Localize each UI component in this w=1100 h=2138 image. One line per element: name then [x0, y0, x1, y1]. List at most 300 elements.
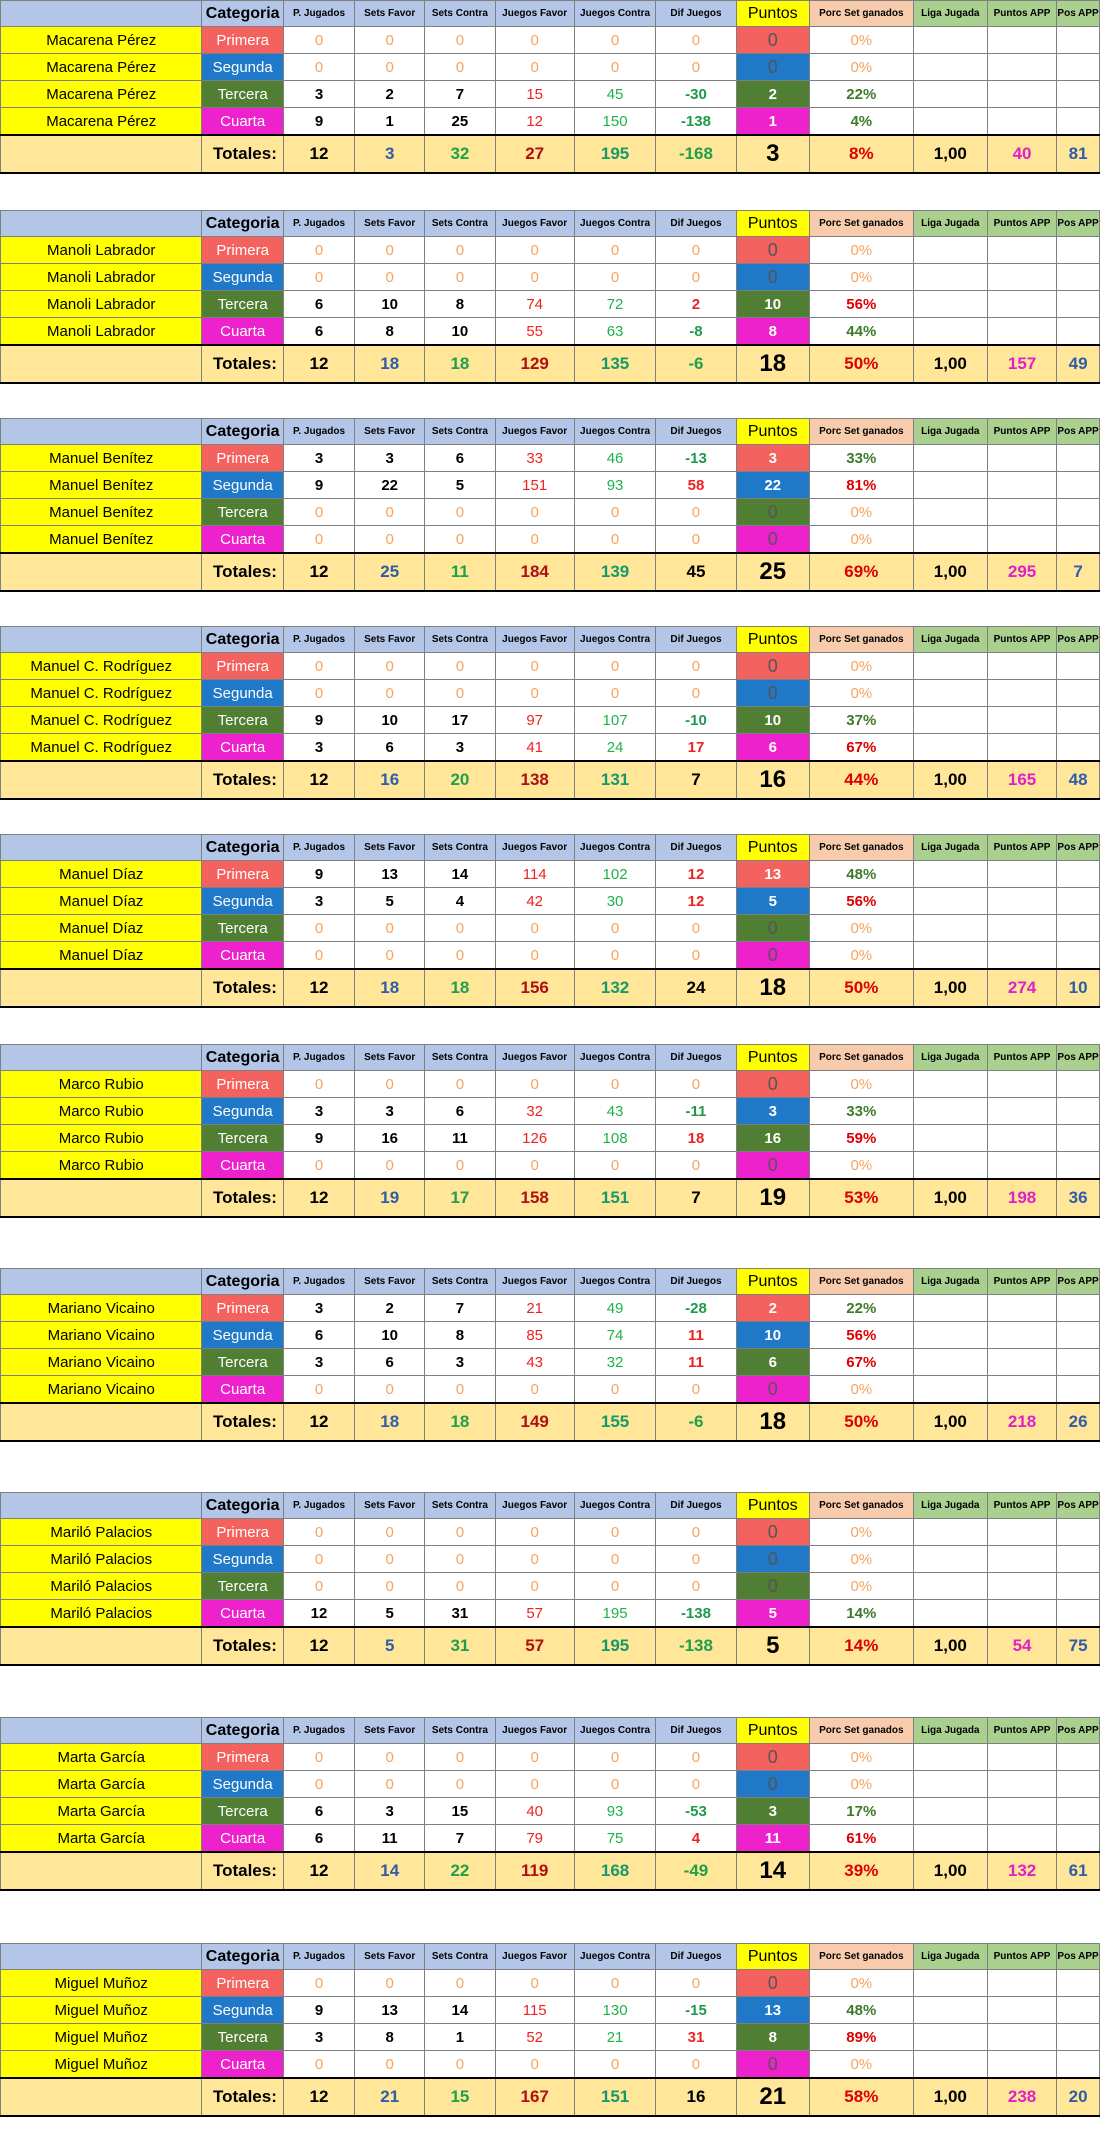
category-label: Primera — [202, 1295, 283, 1322]
puntos-cell: 5 — [736, 888, 809, 915]
juegos-favor-cell: 0 — [495, 942, 574, 970]
table-row — [1, 1071, 1100, 1098]
porc-sets-cell: 56% — [809, 1322, 913, 1349]
sets-favor-cell: 16 — [355, 1125, 425, 1152]
header-porc: Porc Set ganados — [809, 419, 913, 445]
empty-cell — [987, 499, 1056, 526]
header-liga: Liga Jugada — [913, 1944, 987, 1970]
player-name: Manuel Benítez — [1, 499, 202, 526]
table-row — [1, 291, 1100, 318]
p-jugados-cell: 0 — [283, 1071, 354, 1098]
total-dif-juegos: -6 — [656, 345, 736, 383]
header-puntos: Puntos — [736, 1718, 809, 1744]
empty-cell — [987, 318, 1056, 346]
empty-cell — [987, 1071, 1056, 1098]
puntos-app: 132 — [987, 1852, 1056, 1890]
category-label: Tercera — [202, 291, 283, 318]
header-liga: Liga Jugada — [913, 1, 987, 27]
sets-contra-cell: 0 — [425, 526, 495, 554]
category-label: Cuarta — [202, 108, 283, 136]
porc-sets-cell: 0% — [809, 2051, 913, 2079]
sets-contra-cell: 11 — [425, 1125, 495, 1152]
header-categoria: Categoria — [202, 1718, 283, 1744]
header-row — [1, 1718, 1100, 1744]
empty-cell — [1057, 81, 1100, 108]
player-name: Manuel C. Rodríguez — [1, 707, 202, 734]
empty-cell — [1057, 264, 1100, 291]
total-sets-contra: 15 — [425, 2078, 495, 2116]
puntos-cell: 0 — [736, 653, 809, 680]
table-row — [1, 1997, 1100, 2024]
header-juegos-favor: Juegos Favor — [495, 627, 574, 653]
porc-sets-cell: 67% — [809, 734, 913, 762]
sets-contra-cell: 14 — [425, 861, 495, 888]
empty-cell — [1057, 1125, 1100, 1152]
puntos-cell: 0 — [736, 526, 809, 554]
porc-sets-cell: 56% — [809, 888, 913, 915]
puntos-app: 238 — [987, 2078, 1056, 2116]
header-puntos-app: Puntos APP — [987, 1045, 1056, 1071]
player-name: Manuel Díaz — [1, 888, 202, 915]
category-label: Primera — [202, 1744, 283, 1771]
juegos-favor-cell: 33 — [495, 445, 574, 472]
empty-cell — [1057, 318, 1100, 346]
header-puntos-app: Puntos APP — [987, 1944, 1056, 1970]
player-name: Mariano Vicaino — [1, 1295, 202, 1322]
empty-cell — [987, 707, 1056, 734]
puntos-cell: 22 — [736, 472, 809, 499]
porc-sets-cell: 0% — [809, 1771, 913, 1798]
total-juegos-contra: 131 — [574, 761, 655, 799]
header-sets-favor: Sets Favor — [355, 1718, 425, 1744]
sets-favor-cell: 0 — [355, 942, 425, 970]
empty-cell — [987, 1997, 1056, 2024]
puntos-cell: 0 — [736, 1376, 809, 1404]
juegos-contra-cell: 74 — [574, 1322, 655, 1349]
table-row — [1, 1098, 1100, 1125]
totals-label: Totales: — [202, 553, 283, 591]
juegos-favor-cell: 0 — [495, 1519, 574, 1546]
juegos-contra-cell: 108 — [574, 1125, 655, 1152]
porc-sets-cell: 59% — [809, 1125, 913, 1152]
porc-sets-cell: 44% — [809, 318, 913, 346]
total-p-jugados: 12 — [283, 553, 354, 591]
sets-contra-cell: 0 — [425, 1519, 495, 1546]
empty-cell — [913, 472, 987, 499]
header-sets-favor: Sets Favor — [355, 1269, 425, 1295]
player-name: Manuel Díaz — [1, 915, 202, 942]
empty-cell — [1057, 1152, 1100, 1180]
sets-favor-cell: 1 — [355, 108, 425, 136]
empty-cell — [913, 1322, 987, 1349]
header-blank-cell — [1, 211, 202, 237]
player-block — [0, 1492, 1100, 1666]
p-jugados-cell: 6 — [283, 291, 354, 318]
p-jugados-cell: 9 — [283, 108, 354, 136]
player-block — [0, 1268, 1100, 1442]
juegos-contra-cell: 150 — [574, 108, 655, 136]
p-jugados-cell: 0 — [283, 1771, 354, 1798]
p-jugados-cell: 0 — [283, 237, 354, 264]
empty-cell — [913, 861, 987, 888]
juegos-contra-cell: 45 — [574, 81, 655, 108]
juegos-favor-cell: 41 — [495, 734, 574, 762]
p-jugados-cell: 9 — [283, 707, 354, 734]
juegos-favor-cell: 0 — [495, 1744, 574, 1771]
empty-cell — [1057, 1798, 1100, 1825]
total-porc-sets: 69% — [809, 553, 913, 591]
header-pos-app: Pos APP — [1057, 1718, 1100, 1744]
porc-sets-cell: 22% — [809, 81, 913, 108]
header-juegos-favor: Juegos Favor — [495, 1718, 574, 1744]
juegos-contra-cell: 0 — [574, 1970, 655, 1997]
header-sets-contra: Sets Contra — [425, 419, 495, 445]
sets-favor-cell: 13 — [355, 1997, 425, 2024]
total-juegos-favor: 57 — [495, 1627, 574, 1665]
total-juegos-contra: 195 — [574, 1627, 655, 1665]
sets-contra-cell: 15 — [425, 1798, 495, 1825]
total-sets-favor: 18 — [355, 969, 425, 1007]
juegos-contra-cell: 0 — [574, 27, 655, 54]
table-row — [1, 1970, 1100, 1997]
p-jugados-cell: 0 — [283, 264, 354, 291]
totals-row — [1, 1179, 1100, 1217]
header-dif-juegos: Dif Juegos — [656, 1, 736, 27]
juegos-contra-cell: 0 — [574, 653, 655, 680]
total-sets-favor: 21 — [355, 2078, 425, 2116]
puntos-cell: 2 — [736, 81, 809, 108]
dif-juegos-cell: -138 — [656, 1600, 736, 1628]
total-dif-juegos: 7 — [656, 761, 736, 799]
player-block — [0, 626, 1100, 800]
category-label: Segunda — [202, 472, 283, 499]
total-p-jugados: 12 — [283, 1627, 354, 1665]
dif-juegos-cell: 0 — [656, 499, 736, 526]
empty-cell — [1057, 1600, 1100, 1628]
category-label: Tercera — [202, 81, 283, 108]
player-name: Marta García — [1, 1771, 202, 1798]
header-puntos-app: Puntos APP — [987, 419, 1056, 445]
header-puntos-app: Puntos APP — [987, 211, 1056, 237]
juegos-favor-cell: 52 — [495, 2024, 574, 2051]
puntos-cell: 0 — [736, 1771, 809, 1798]
player-name: Manuel Benítez — [1, 472, 202, 499]
empty-cell — [913, 707, 987, 734]
header-puntos-app: Puntos APP — [987, 1718, 1056, 1744]
table-row — [1, 1349, 1100, 1376]
header-row — [1, 1045, 1100, 1071]
sets-contra-cell: 0 — [425, 653, 495, 680]
sets-contra-cell: 7 — [425, 81, 495, 108]
header-porc: Porc Set ganados — [809, 1493, 913, 1519]
juegos-favor-cell: 151 — [495, 472, 574, 499]
dif-juegos-cell: -11 — [656, 1098, 736, 1125]
empty-cell — [987, 237, 1056, 264]
juegos-contra-cell: 32 — [574, 1349, 655, 1376]
table-row — [1, 1771, 1100, 1798]
juegos-favor-cell: 21 — [495, 1295, 574, 1322]
empty-cell — [913, 1071, 987, 1098]
empty-cell — [1057, 1573, 1100, 1600]
sets-contra-cell: 7 — [425, 1825, 495, 1853]
empty-cell — [987, 861, 1056, 888]
totals-blank-cell — [1, 553, 202, 591]
juegos-favor-cell: 0 — [495, 1573, 574, 1600]
header-juegos-contra: Juegos Contra — [574, 1493, 655, 1519]
liga-jugada: 1,00 — [913, 1627, 987, 1665]
juegos-favor-cell: 0 — [495, 1152, 574, 1180]
table-row — [1, 2051, 1100, 2079]
sets-contra-cell: 0 — [425, 1152, 495, 1180]
puntos-cell: 6 — [736, 734, 809, 762]
header-juegos-contra: Juegos Contra — [574, 1269, 655, 1295]
empty-cell — [1057, 915, 1100, 942]
porc-sets-cell: 0% — [809, 27, 913, 54]
header-liga: Liga Jugada — [913, 1718, 987, 1744]
total-puntos: 16 — [736, 761, 809, 799]
juegos-favor-cell: 85 — [495, 1322, 574, 1349]
p-jugados-cell: 0 — [283, 1152, 354, 1180]
porc-sets-cell: 0% — [809, 1573, 913, 1600]
puntos-cell: 0 — [736, 1546, 809, 1573]
empty-cell — [913, 653, 987, 680]
sets-contra-cell: 1 — [425, 2024, 495, 2051]
totals-label: Totales: — [202, 345, 283, 383]
dif-juegos-cell: 0 — [656, 1519, 736, 1546]
juegos-favor-cell: 115 — [495, 1997, 574, 2024]
table-row — [1, 861, 1100, 888]
puntos-cell: 0 — [736, 1744, 809, 1771]
header-categoria: Categoria — [202, 627, 283, 653]
empty-cell — [987, 1322, 1056, 1349]
sets-favor-cell: 0 — [355, 1744, 425, 1771]
puntos-cell: 0 — [736, 1071, 809, 1098]
dif-juegos-cell: 0 — [656, 653, 736, 680]
total-puntos: 18 — [736, 345, 809, 383]
p-jugados-cell: 12 — [283, 1600, 354, 1628]
totals-blank-cell — [1, 969, 202, 1007]
table-row — [1, 81, 1100, 108]
juegos-favor-cell: 0 — [495, 27, 574, 54]
empty-cell — [1057, 1970, 1100, 1997]
category-label: Segunda — [202, 680, 283, 707]
juegos-contra-cell: 72 — [574, 291, 655, 318]
table-row — [1, 445, 1100, 472]
sets-contra-cell: 25 — [425, 108, 495, 136]
dif-juegos-cell: 0 — [656, 1771, 736, 1798]
total-sets-favor: 19 — [355, 1179, 425, 1217]
table-row — [1, 499, 1100, 526]
player-name: Manuel C. Rodríguez — [1, 734, 202, 762]
header-pos-app: Pos APP — [1057, 1269, 1100, 1295]
p-jugados-cell: 6 — [283, 1322, 354, 1349]
puntos-cell: 13 — [736, 861, 809, 888]
porc-sets-cell: 33% — [809, 1098, 913, 1125]
puntos-cell: 13 — [736, 1997, 809, 2024]
p-jugados-cell: 3 — [283, 445, 354, 472]
empty-cell — [987, 1349, 1056, 1376]
header-blank-cell — [1, 627, 202, 653]
p-jugados-cell: 0 — [283, 1546, 354, 1573]
juegos-contra-cell: 0 — [574, 1071, 655, 1098]
header-pos-app: Pos APP — [1057, 835, 1100, 861]
table-row — [1, 1798, 1100, 1825]
dif-juegos-cell: 11 — [656, 1349, 736, 1376]
sets-favor-cell: 0 — [355, 1376, 425, 1404]
juegos-favor-cell: 40 — [495, 1798, 574, 1825]
empty-cell — [913, 942, 987, 970]
sets-favor-cell: 10 — [355, 291, 425, 318]
empty-cell — [987, 81, 1056, 108]
p-jugados-cell: 0 — [283, 915, 354, 942]
table-row — [1, 318, 1100, 346]
empty-cell — [987, 108, 1056, 136]
sets-contra-cell: 0 — [425, 1546, 495, 1573]
empty-cell — [1057, 734, 1100, 762]
total-p-jugados: 12 — [283, 969, 354, 1007]
total-puntos: 18 — [736, 1403, 809, 1441]
pos-app: 75 — [1057, 1627, 1100, 1665]
header-pos-app: Pos APP — [1057, 419, 1100, 445]
category-label: Cuarta — [202, 1600, 283, 1628]
pos-app: 7 — [1057, 553, 1100, 591]
empty-cell — [987, 680, 1056, 707]
empty-cell — [1057, 1546, 1100, 1573]
juegos-contra-cell: 63 — [574, 318, 655, 346]
total-sets-favor: 3 — [355, 135, 425, 173]
player-name: Marco Rubio — [1, 1098, 202, 1125]
empty-cell — [913, 680, 987, 707]
header-row — [1, 419, 1100, 445]
empty-cell — [987, 54, 1056, 81]
sets-favor-cell: 10 — [355, 1322, 425, 1349]
header-p-jugados: P. Jugados — [283, 1045, 354, 1071]
porc-sets-cell: 0% — [809, 653, 913, 680]
juegos-contra-cell: 102 — [574, 861, 655, 888]
puntos-cell: 0 — [736, 942, 809, 970]
juegos-contra-cell: 30 — [574, 888, 655, 915]
p-jugados-cell: 0 — [283, 680, 354, 707]
juegos-favor-cell: 0 — [495, 526, 574, 554]
player-name: Macarena Pérez — [1, 81, 202, 108]
puntos-cell: 0 — [736, 54, 809, 81]
header-sets-favor: Sets Favor — [355, 211, 425, 237]
table-row — [1, 264, 1100, 291]
totals-row — [1, 1403, 1100, 1441]
porc-sets-cell: 37% — [809, 707, 913, 734]
juegos-favor-cell: 0 — [495, 499, 574, 526]
header-row — [1, 835, 1100, 861]
juegos-contra-cell: 21 — [574, 2024, 655, 2051]
liga-jugada: 1,00 — [913, 135, 987, 173]
puntos-cell: 10 — [736, 291, 809, 318]
puntos-cell: 0 — [736, 499, 809, 526]
player-name: Mariló Palacios — [1, 1519, 202, 1546]
empty-cell — [987, 1519, 1056, 1546]
empty-cell — [913, 318, 987, 346]
puntos-cell: 0 — [736, 1573, 809, 1600]
header-liga: Liga Jugada — [913, 419, 987, 445]
sets-contra-cell: 6 — [425, 1098, 495, 1125]
header-puntos: Puntos — [736, 1045, 809, 1071]
empty-cell — [987, 27, 1056, 54]
porc-sets-cell: 56% — [809, 291, 913, 318]
total-juegos-contra: 135 — [574, 345, 655, 383]
header-blank-cell — [1, 1045, 202, 1071]
total-dif-juegos: -49 — [656, 1852, 736, 1890]
p-jugados-cell: 9 — [283, 472, 354, 499]
juegos-contra-cell: 130 — [574, 1997, 655, 2024]
puntos-cell: 6 — [736, 1349, 809, 1376]
juegos-favor-cell: 42 — [495, 888, 574, 915]
header-dif-juegos: Dif Juegos — [656, 835, 736, 861]
porc-sets-cell: 33% — [809, 445, 913, 472]
sets-contra-cell: 6 — [425, 445, 495, 472]
sets-contra-cell: 8 — [425, 291, 495, 318]
header-porc: Porc Set ganados — [809, 1718, 913, 1744]
header-juegos-favor: Juegos Favor — [495, 1269, 574, 1295]
total-p-jugados: 12 — [283, 345, 354, 383]
header-liga: Liga Jugada — [913, 627, 987, 653]
header-blank-cell — [1, 1493, 202, 1519]
juegos-favor-cell: 0 — [495, 237, 574, 264]
table-row — [1, 915, 1100, 942]
totals-row — [1, 761, 1100, 799]
juegos-favor-cell: 0 — [495, 1970, 574, 1997]
empty-cell — [913, 1152, 987, 1180]
total-juegos-favor: 167 — [495, 2078, 574, 2116]
category-label: Cuarta — [202, 942, 283, 970]
totals-blank-cell — [1, 1852, 202, 1890]
player-name: Manuel Díaz — [1, 861, 202, 888]
juegos-favor-cell: 0 — [495, 1376, 574, 1404]
category-label: Tercera — [202, 915, 283, 942]
puntos-cell: 5 — [736, 1600, 809, 1628]
header-dif-juegos: Dif Juegos — [656, 1045, 736, 1071]
empty-cell — [987, 2051, 1056, 2079]
empty-cell — [913, 1098, 987, 1125]
sets-contra-cell: 0 — [425, 1376, 495, 1404]
puntos-cell: 0 — [736, 1519, 809, 1546]
porc-sets-cell: 61% — [809, 1825, 913, 1853]
header-blank-cell — [1, 1718, 202, 1744]
table-row — [1, 1825, 1100, 1853]
total-porc-sets: 39% — [809, 1852, 913, 1890]
sets-favor-cell: 0 — [355, 1771, 425, 1798]
total-dif-juegos: -168 — [656, 135, 736, 173]
totals-blank-cell — [1, 1627, 202, 1665]
empty-cell — [913, 2024, 987, 2051]
empty-cell — [913, 1825, 987, 1853]
total-juegos-contra: 195 — [574, 135, 655, 173]
juegos-favor-cell: 97 — [495, 707, 574, 734]
empty-cell — [1057, 445, 1100, 472]
juegos-favor-cell: 43 — [495, 1349, 574, 1376]
porc-sets-cell: 0% — [809, 1744, 913, 1771]
porc-sets-cell: 0% — [809, 915, 913, 942]
dif-juegos-cell: -138 — [656, 108, 736, 136]
total-juegos-favor: 119 — [495, 1852, 574, 1890]
total-juegos-favor: 129 — [495, 345, 574, 383]
p-jugados-cell: 0 — [283, 1970, 354, 1997]
header-juegos-contra: Juegos Contra — [574, 1045, 655, 1071]
header-puntos-app: Puntos APP — [987, 1, 1056, 27]
total-sets-favor: 14 — [355, 1852, 425, 1890]
porc-sets-cell: 0% — [809, 1970, 913, 1997]
empty-cell — [1057, 1098, 1100, 1125]
dif-juegos-cell: 0 — [656, 942, 736, 970]
category-label: Cuarta — [202, 526, 283, 554]
